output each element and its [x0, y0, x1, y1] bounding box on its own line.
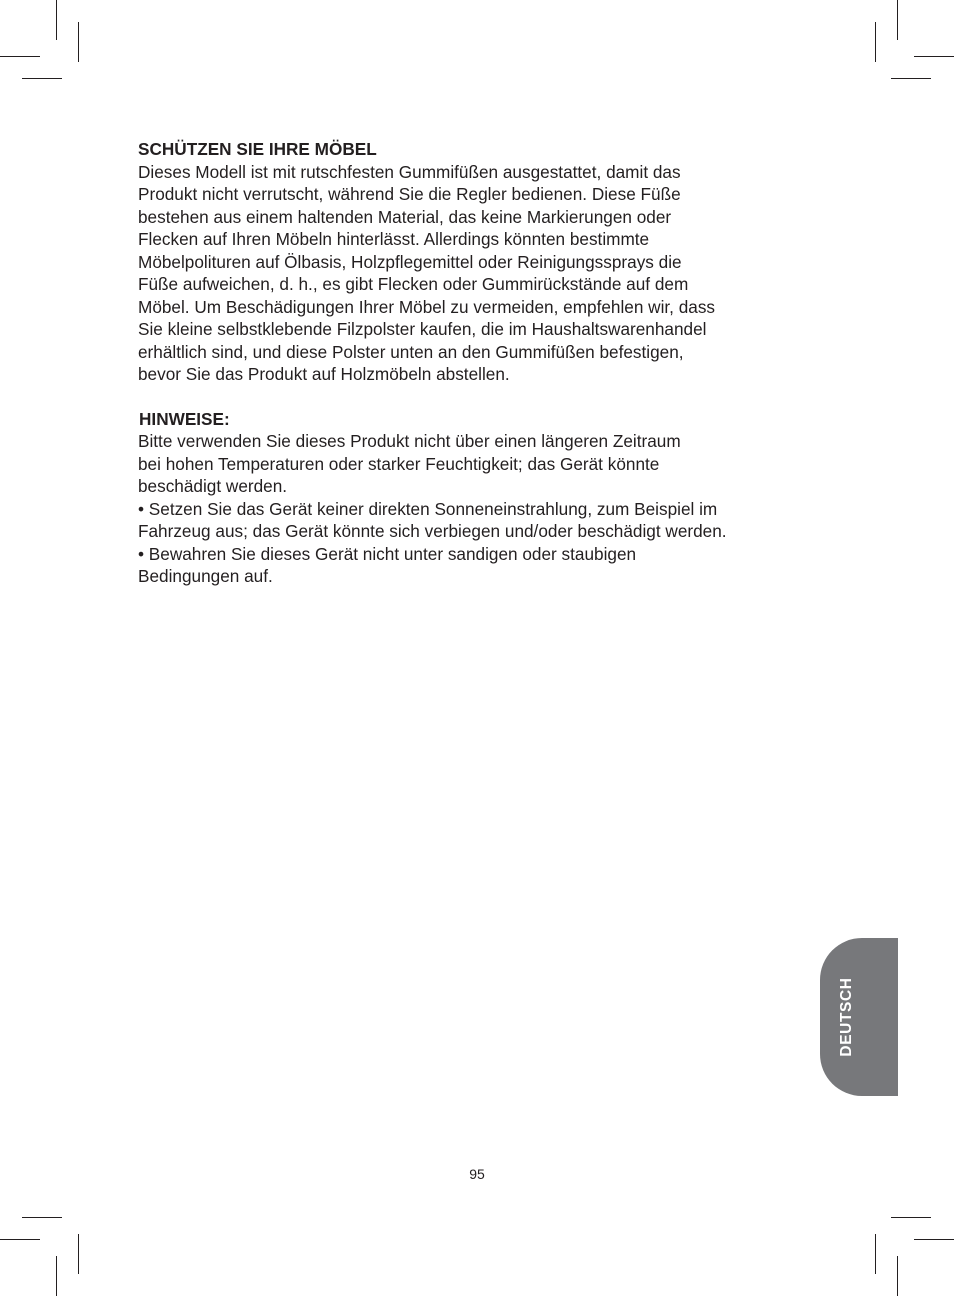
section-spacer [138, 386, 798, 408]
bullet-line: • Bewahren Sie dieses Gerät nicht unter sandigen oder staubigen [138, 543, 637, 564]
notes-heading: HINWEISE: [139, 408, 230, 429]
text-line: Möbel. Um Beschädigungen Ihrer Möbel zu vermeiden, empfehlen wir, dass [138, 296, 716, 317]
crop-mark [56, 1256, 57, 1296]
text-line: bei hohen Temperaturen oder starker Feuchtigkeit; das Gerät könnte [138, 453, 660, 474]
text-line: Sie kleine selbstklebende Filzpolster kaufen, die im Haushaltswarenhandel [138, 319, 707, 339]
crop-mark [897, 0, 898, 40]
crop-mark [891, 78, 931, 79]
crop-mark [22, 78, 62, 79]
page-number: 95 [469, 1166, 485, 1182]
crop-mark [914, 1239, 954, 1240]
section-heading: SCHÜTZEN SIE IHRE MÖBEL [138, 139, 377, 159]
crop-mark [875, 1234, 876, 1274]
crop-mark [0, 56, 40, 57]
text-line: Produkt nicht verrutscht, während Sie die Regler bedienen. Diese Füße [138, 184, 681, 204]
crop-mark [56, 0, 57, 40]
language-tab-label: DEUTSCH [838, 977, 855, 1057]
text-line: erhältlich sind, und diese Polster unten an den Gummifüßen befestigen, [138, 341, 684, 362]
crop-mark [891, 1217, 931, 1218]
bullet-line: • Setzen Sie das Gerät keiner direkten Sonneneinstrahlung, zum Beispiel im [138, 498, 718, 519]
crop-mark [78, 22, 79, 62]
text-line: Bedingungen auf. [138, 566, 273, 586]
body-paragraph [138, 161, 798, 386]
text-line: Dieses Modell ist mit rutschfesten Gummifüßen ausgestattet, damit das [138, 161, 681, 182]
text-line: Füße aufweichen, d. h., es gibt Flecken oder Gummirückstände auf dem [138, 274, 689, 294]
crop-mark [875, 22, 876, 62]
text-line: bestehen aus einem haltenden Material, das keine Markierungen oder [138, 206, 672, 227]
crop-mark [22, 1217, 62, 1218]
crop-mark [914, 56, 954, 57]
text-line: Bitte verwenden Sie dieses Produkt nicht über einen längeren Zeitraum [138, 431, 681, 451]
crop-mark [897, 1256, 898, 1296]
language-tab [820, 938, 898, 1096]
text-line: beschädigt werden. [138, 476, 288, 496]
notes-paragraph [138, 430, 798, 588]
crop-mark [78, 1234, 79, 1274]
page-content [138, 138, 798, 588]
crop-mark [0, 1239, 40, 1240]
text-line: Möbelpolituren auf Ölbasis, Holzpflegemittel oder Reinigungssprays die [138, 251, 682, 272]
text-line: bevor Sie das Produkt auf Holzmöbeln abstellen. [138, 364, 510, 384]
text-line: Flecken auf Ihren Möbeln hinterlässt. Allerdings könnten bestimmte [138, 229, 650, 249]
text-line: Fahrzeug aus; das Gerät könnte sich verbiegen und/oder beschädigt werden. [138, 521, 727, 541]
